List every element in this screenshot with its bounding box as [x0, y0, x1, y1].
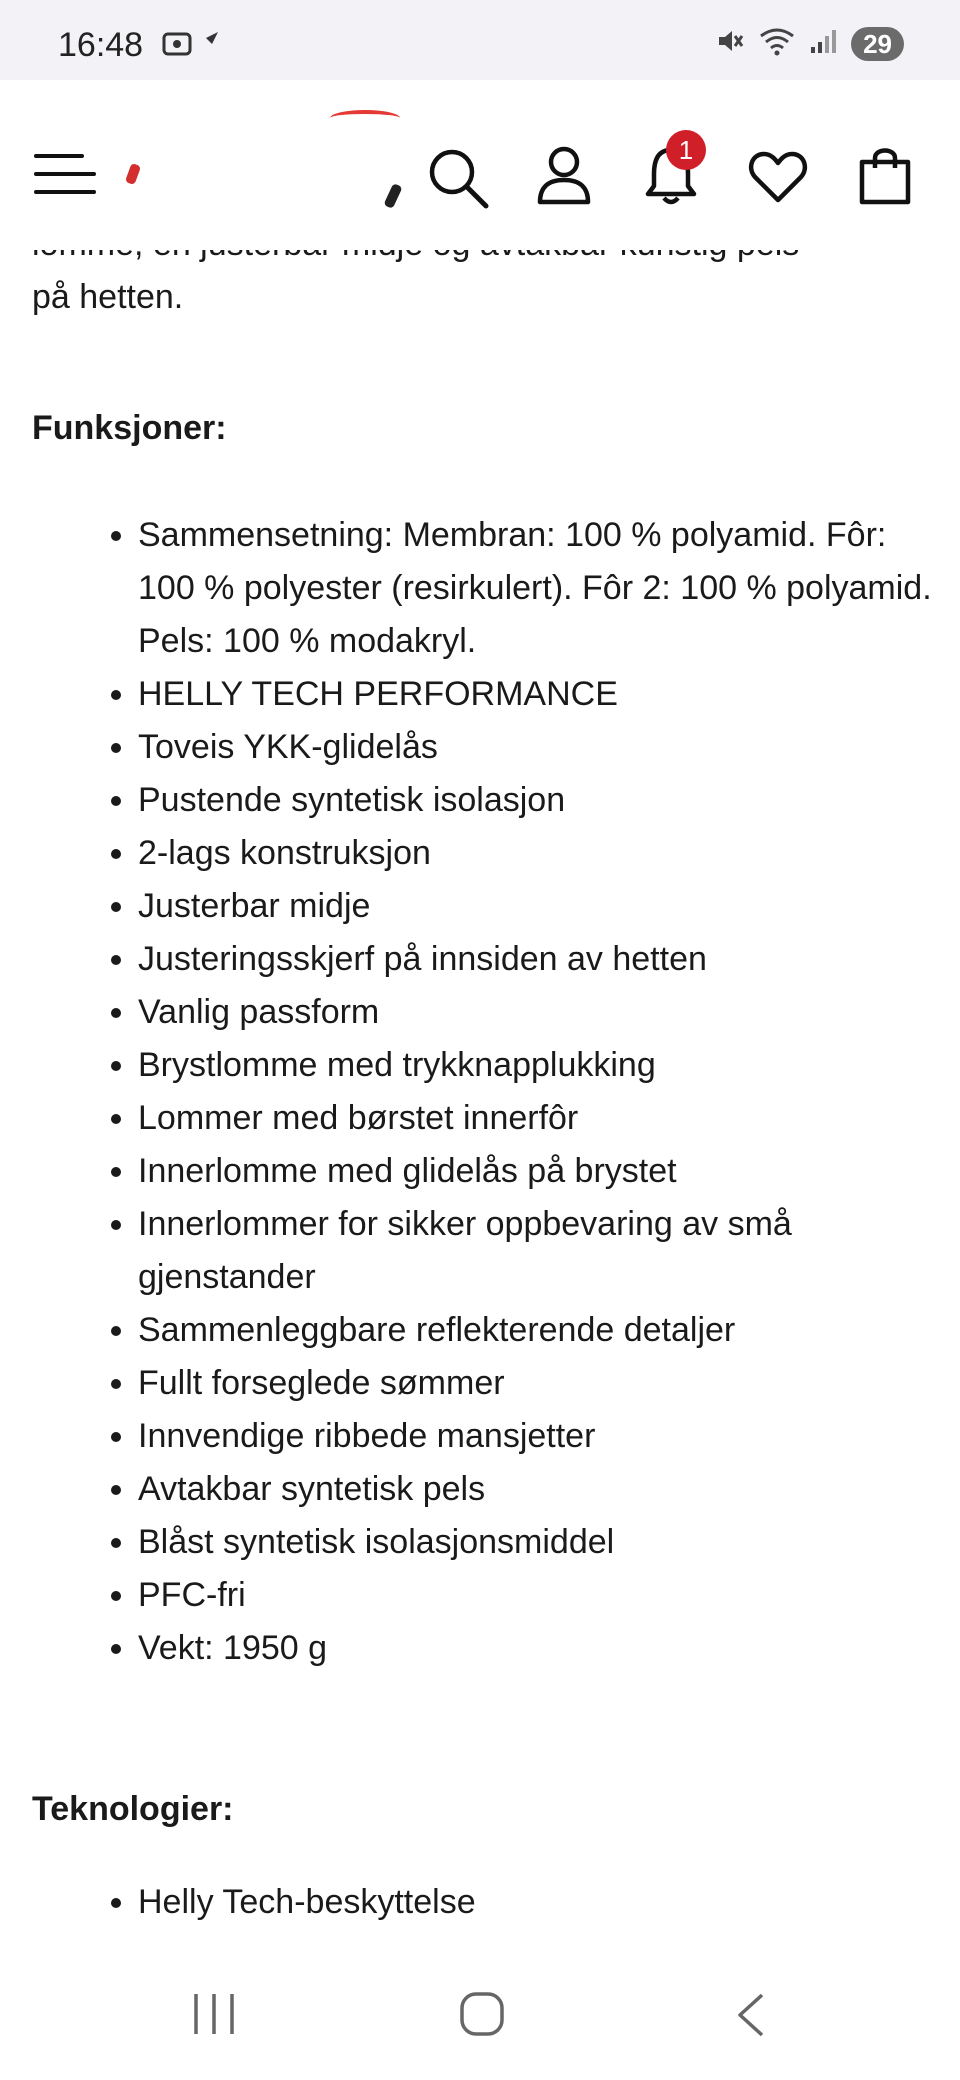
status-bar	[0, 0, 960, 80]
list-item: • Lommer med børstet innerfôr	[138, 1092, 932, 1145]
intro-line-2: på hetten.	[32, 278, 184, 316]
system-nav-bar	[0, 1952, 960, 2080]
list-item: • Vekt: 1950 g	[138, 1622, 932, 1675]
recent-apps-icon[interactable]	[192, 1992, 236, 2041]
features-heading: Funksjoner:	[32, 409, 227, 447]
account-icon[interactable]	[536, 146, 592, 211]
list-item: • Sammensetning: Membran: 100 % polyamid. Fôr: 100 % polyester (resirkulert). Fôr 2: 100 % polyamid. Pels: 100 % modakryl.	[138, 509, 932, 668]
search-icon[interactable]	[426, 146, 490, 215]
list-item: • Innerlommer for sikker oppbevaring av små gjenstander	[138, 1198, 932, 1304]
site-header	[0, 80, 960, 250]
list-item: • Fullt forseglede sømmer	[138, 1357, 932, 1410]
location-icon	[204, 30, 220, 59]
signal-icon	[809, 27, 837, 60]
notification-badge: 1	[666, 130, 706, 170]
list-item: • Pustende syntetisk isolasjon	[138, 774, 932, 827]
list-item: • Innerlomme med glidelås på brystet	[138, 1145, 932, 1198]
list-item: • PFC-fri	[138, 1569, 932, 1622]
menu-icon[interactable]	[34, 150, 96, 203]
list-item: • HELLY TECH PERFORMANCE	[138, 668, 932, 721]
list-item: • Vanlig passform	[138, 986, 932, 1039]
list-item: • Innvendige ribbede mansjetter	[138, 1410, 932, 1463]
bag-icon[interactable]	[858, 144, 912, 211]
list-item: • Helly Tech-beskyttelse	[138, 1876, 932, 1929]
wifi-icon	[759, 26, 795, 61]
list-item: • Toveis YKK-glidelås	[138, 721, 932, 774]
logo-fragment	[330, 110, 400, 126]
technologies-list	[32, 1876, 932, 1929]
battery-indicator: 29	[851, 27, 904, 61]
home-icon[interactable]	[458, 1990, 506, 2043]
back-icon[interactable]	[734, 1992, 768, 2043]
list-item: • Avtakbar syntetisk pels	[138, 1463, 932, 1516]
technologies-heading: Teknologier:	[32, 1790, 234, 1828]
heart-icon[interactable]	[748, 150, 808, 209]
list-item: • 2-lags konstruksjon	[138, 827, 932, 880]
list-item: • Brystlomme med trykknapplukking	[138, 1039, 932, 1092]
features-list	[32, 509, 932, 1675]
list-item: • Justerbar midje	[138, 880, 932, 933]
status-right	[715, 26, 904, 61]
list-item: • Blåst syntetisk isolasjonsmiddel	[138, 1516, 932, 1569]
screen-record-icon	[162, 30, 196, 65]
status-time: 16:48	[58, 26, 144, 64]
product-description	[32, 230, 932, 1950]
list-item: • Justeringsskjerf på innsiden av hetten	[138, 933, 932, 986]
mute-icon	[715, 26, 745, 61]
list-item: • Sammenleggbare reflekterende detaljer	[138, 1304, 932, 1357]
